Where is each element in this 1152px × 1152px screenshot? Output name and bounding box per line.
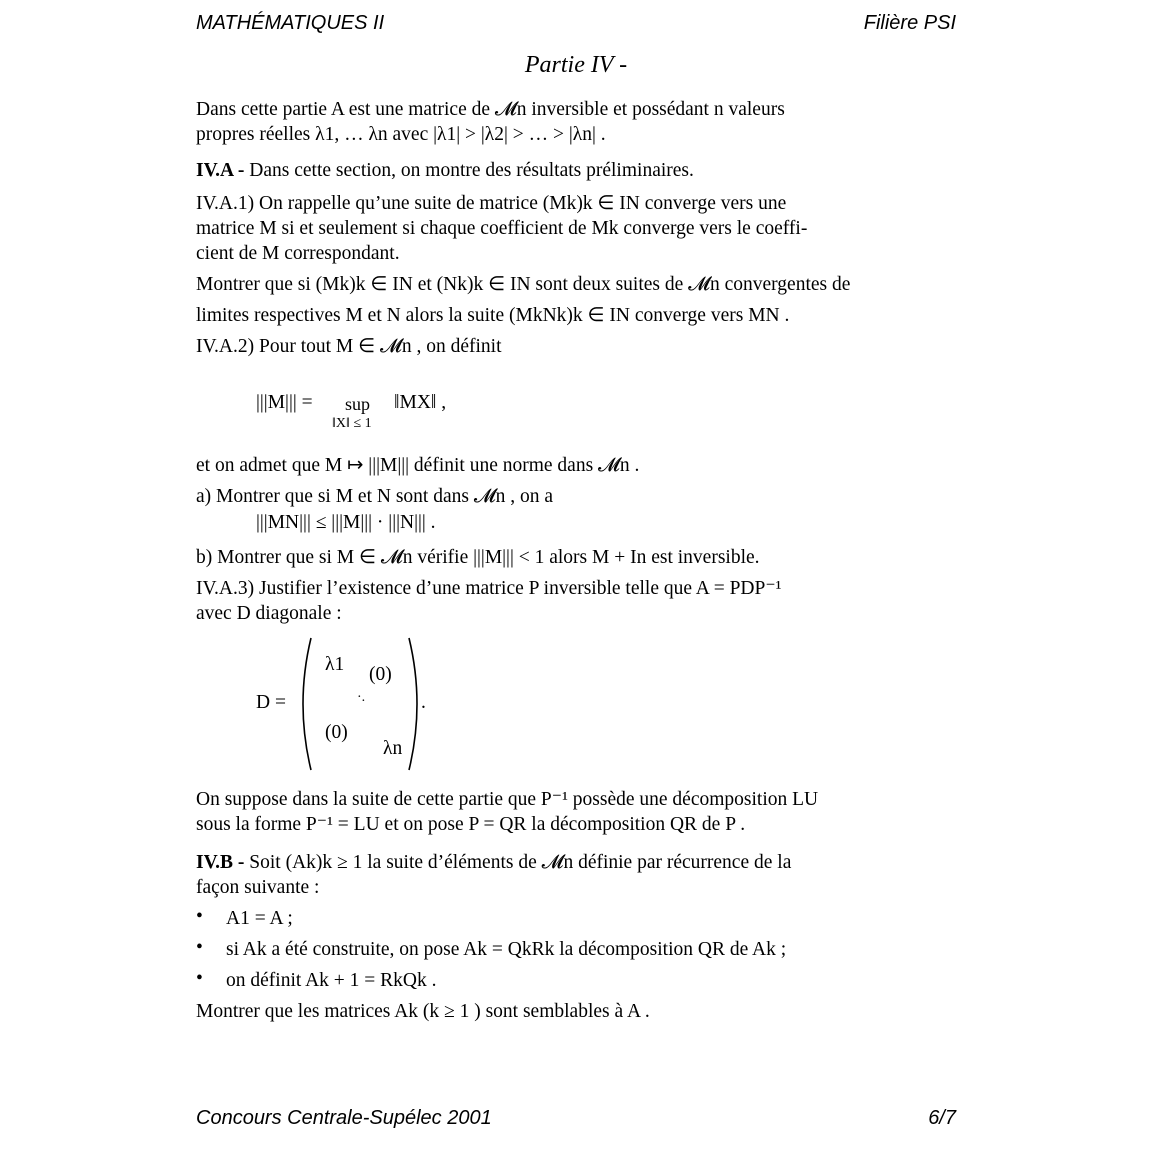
- iva1-question-line-1: Montrer que si (Mk)k ∈ IN et (Nk)k ∈ IN sont deux suites de 𝓜n convergentes de: [196, 274, 851, 295]
- bullet-marker: •: [196, 906, 203, 927]
- iva2-inequality: |||MN||| ≤ |||M||| · |||N||| .: [256, 512, 436, 533]
- section-ivb-text: Soit (Ak)k ≥ 1 la suite d’éléments de 𝓜n définie par récurrence de la: [249, 852, 792, 873]
- bullet-marker: •: [196, 968, 203, 989]
- left-paren: [303, 638, 311, 770]
- norm-definition-lhs: |||M||| =: [256, 392, 313, 413]
- header-left: MATHÉMATIQUES II: [196, 12, 385, 34]
- norm-definition-sub: ‖X‖ ≤ 1: [332, 416, 372, 431]
- iva3-after-line-2: sous la forme P⁻¹ = LU et on pose P = QR la décomposition QR de P .: [196, 814, 746, 835]
- section-ivb-label: IV.B -: [196, 852, 245, 873]
- bullet-marker: •: [196, 937, 203, 958]
- iva1-line-3: cient de M correspondant.: [196, 243, 400, 264]
- iva2-question-b: b) Montrer que si M ∈ 𝓜n vérifie |||M||| < 1 alors M + In est inversible.: [196, 547, 760, 568]
- section-iva-text: Dans cette section, on montre des résultats préliminaires.: [249, 160, 694, 181]
- matrix-zero-top: (0): [369, 664, 392, 685]
- section-iva-label: IV.A -: [196, 160, 245, 181]
- iva1-question-line-2: limites respectives M et N alors la suite (MkNk)k ∈ IN converge vers MN .: [196, 305, 790, 326]
- list-item: si Ak a été construite, on pose Ak = QkRk la décomposition QR de Ak ;: [226, 939, 787, 960]
- norm-definition-rhs: ‖MX‖ ,: [394, 392, 447, 413]
- iva2-admit: et on admet que M ↦ |||M||| définit une norme dans 𝓜n .: [196, 455, 640, 476]
- ivb-conclusion: Montrer que les matrices Ak (k ≥ 1 ) sont semblables à A .: [196, 1001, 650, 1022]
- matrix-zero-bottom: (0): [325, 722, 348, 743]
- matrix-dots: ·.: [357, 690, 366, 705]
- iva2-intro: IV.A.2) Pour tout M ∈ 𝓜n , on définit: [196, 336, 502, 357]
- right-paren: [409, 638, 417, 770]
- page-title: Partie IV -: [524, 52, 628, 78]
- iva1-line-2: matrice M si et seulement si chaque coefficient de Mk converge vers le coeffi-: [196, 218, 808, 239]
- list-item: on définit Ak + 1 = RkQk .: [226, 970, 437, 991]
- matrix-end-period: .: [421, 692, 426, 713]
- matrix-lambda-1: λ1: [325, 654, 345, 675]
- section-ivb-heading: [196, 850, 956, 875]
- iva1-line-1: IV.A.1) On rappelle qu’une suite de matrice (Mk)k ∈ IN converge vers une: [196, 193, 787, 214]
- matrix-brackets: [255, 634, 445, 774]
- iva3-line-2: avec D diagonale :: [196, 603, 342, 624]
- iva3-line-1: IV.A.3) Justifier l’existence d’une matrice P inversible telle que A = PDP⁻¹: [196, 578, 782, 599]
- norm-definition-sup: sup: [345, 394, 371, 414]
- intro-line-1: Dans cette partie A est une matrice de 𝓜n inversible et possédant n valeurs: [196, 99, 785, 120]
- ivb-line-2: façon suivante :: [196, 877, 320, 898]
- footer-left: Concours Centrale-Supélec 2001: [196, 1107, 492, 1129]
- matrix-lhs: D =: [256, 692, 286, 713]
- intro-line-2: propres réelles λ1, … λn avec |λ1| > |λ2| > … > |λn| .: [196, 124, 606, 145]
- diagonal-matrix: [255, 634, 445, 774]
- list-item: A1 = A ;: [226, 908, 293, 929]
- footer-page-number: 6/7: [928, 1107, 956, 1129]
- header-right: Filière PSI: [863, 12, 956, 34]
- matrix-lambda-n: λn: [383, 738, 403, 759]
- section-iva-heading: [196, 158, 956, 183]
- iva3-after-line-1: On suppose dans la suite de cette partie que P⁻¹ possède une décomposition LU: [196, 789, 819, 810]
- iva2-question-a: a) Montrer que si M et N sont dans 𝓜n , on a: [196, 486, 554, 507]
